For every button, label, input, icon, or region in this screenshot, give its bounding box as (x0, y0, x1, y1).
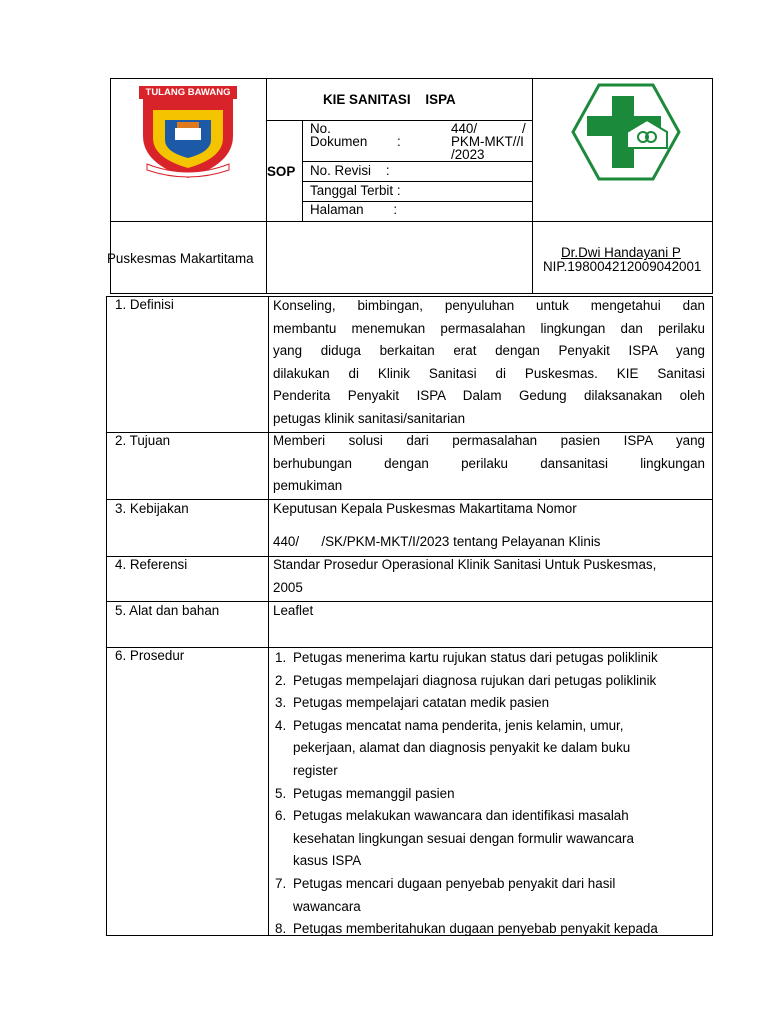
revision-field: No. Revisi : (310, 163, 390, 178)
tujuan-text (273, 430, 705, 498)
prosedur-step (275, 918, 709, 941)
logo-banner-text: TULANG BAWANG (145, 87, 231, 98)
step-text: Petugas mempelajari diagnosa rujukan dari petugas poliklinik (293, 672, 657, 688)
alat-value: Leaflet (273, 603, 314, 618)
definisi-line: Konseling, bimbingan, penyuluhan untuk mengetahui dan (273, 298, 705, 313)
step-text: Petugas memanggil pasien (293, 785, 455, 801)
dokumen-label: Dokumen (310, 134, 368, 149)
prosedur-step (275, 783, 709, 806)
prosedur-step (275, 670, 709, 693)
step-text: wawancara (293, 898, 361, 914)
doc-number-part1: 440/ (451, 121, 478, 136)
prosedur-step (275, 647, 709, 670)
step-text: Petugas mencari dugaan penyebab penyakit dari hasil (293, 875, 616, 891)
prosedur-step (275, 873, 709, 918)
step-text: Petugas mempelajari catatan medik pasien (293, 695, 550, 711)
definisi-line: petugas klinik sanitasi/sanitarian (273, 410, 466, 426)
doc-number-part3: /2023 (451, 147, 485, 162)
sop-label: SOP (267, 164, 296, 179)
step-number: 2. (275, 672, 287, 688)
definisi-line: yang diduga berkaitan erat dengan Penyakit ISPA yang (273, 343, 705, 359)
document-title: KIE SANITASI ISPA (323, 92, 456, 107)
step-text: Petugas memberitahukan dugaan penyebab penyakit kepada (293, 921, 658, 937)
signer-nip: NIP.198004212009042001 (543, 259, 702, 274)
step-number: 4. (275, 717, 287, 733)
definisi-line: membantu menemukan permasalahan lingkungan dan perilaku (273, 320, 705, 336)
prosedur-steps (275, 647, 709, 941)
puskesmas-logo (571, 82, 681, 182)
step-text: pekerjaan, alamat dan diagnosis penyakit ke dalam buku (293, 740, 631, 756)
step-number: 1. (275, 650, 287, 665)
step-text: register (293, 762, 338, 778)
definisi-line: Penderita Penyakit ISPA Dalam Gedung dilaksanakan oleh (273, 388, 705, 404)
step-text: kesehatan lingkungan sesuai dengan formulir wawancara (293, 830, 634, 846)
step-text: Petugas melakukan wawancara dan identifikasi masalah (293, 808, 629, 824)
prosedur-step (275, 692, 709, 715)
step-number: 5. (275, 785, 287, 801)
tujuan-line: berhubungan dengan perilaku dansanitasi lingkungan (273, 455, 705, 471)
referensi-label: 4. Referensi (115, 557, 188, 572)
no-label: No. (310, 121, 331, 136)
kebijakan-line1: Keputusan Kepala Puskesmas Makartitama Nomor (273, 501, 577, 516)
prosedur-step (275, 715, 709, 783)
tulang-bawang-logo (137, 84, 239, 180)
institution-name: Puskesmas Makartitama (107, 251, 254, 266)
definisi-text (273, 295, 705, 431)
kebijakan-label: 3. Kebijakan (115, 501, 189, 516)
dokumen-colon: : (397, 134, 401, 149)
referensi-line1: Standar Prosedur Operasional Klinik Sanitasi Untuk Puskesmas, (273, 557, 657, 572)
tujuan-line: pemukiman (273, 478, 343, 494)
doc-number-slash: / (522, 121, 526, 136)
doc-number-part2: PKM-MKT//I (451, 134, 524, 149)
definisi-line: dilakukan di Klinik Sanitasi di Puskesmas. KIE Sanitasi (273, 365, 705, 381)
kebijakan-line2: 440/ /SK/PKM-MKT/I/2023 tentang Pelayanan Klinis (273, 534, 601, 549)
page-field: Halaman : (310, 202, 398, 217)
step-number: 3. (275, 695, 287, 711)
definisi-label: 1. Definisi (115, 297, 174, 312)
step-text: kasus ISPA (293, 853, 362, 869)
alat-label: 5. Alat dan bahan (115, 603, 220, 618)
step-text: Petugas menerima kartu rujukan status dari petugas poliklinik (293, 650, 658, 665)
step-text: Petugas mencatat nama penderita, jenis kelamin, umur, (293, 717, 624, 733)
prosedur-step (275, 805, 709, 873)
prosedur-label: 6. Prosedur (115, 648, 185, 663)
tujuan-line: Memberi solusi dari permasalahan pasien ISPA yang (273, 433, 705, 448)
issue-date-field: Tanggal Terbit : (310, 183, 401, 198)
step-number: 6. (275, 808, 287, 824)
step-number: 8. (275, 921, 287, 937)
step-number: 7. (275, 875, 287, 891)
tujuan-label: 2. Tujuan (115, 433, 171, 448)
referensi-line2: 2005 (273, 580, 303, 595)
signer-name: Dr.Dwi Handayani P (561, 245, 681, 260)
